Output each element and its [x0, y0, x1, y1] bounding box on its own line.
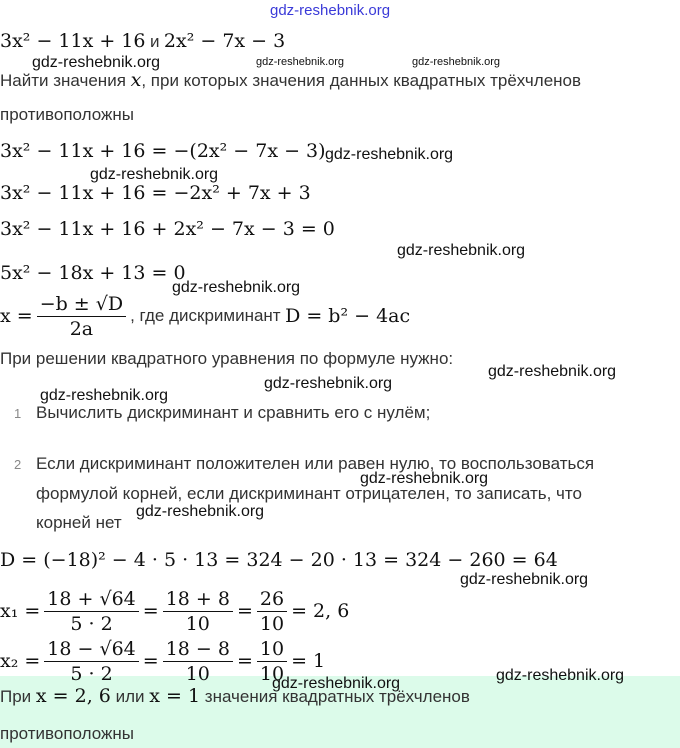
method-intro: При решении квадратного уравнения по формуле нужно: [0, 349, 454, 368]
equation-1: 3x² − 11x + 16 = −(2x² − 7x − 3) [0, 140, 326, 162]
task-text: , при которых значения данных квадратных трёхчленов [141, 71, 582, 90]
task-text: Найти значения [0, 71, 131, 90]
watermark: gdz-reshebnik.org [460, 571, 589, 588]
quadratic-formula [0, 292, 410, 340]
fraction [257, 588, 287, 635]
watermark: gdz-reshebnik.org [264, 375, 393, 392]
watermark: gdz-reshebnik.org [325, 146, 454, 163]
list-number: 2 [14, 457, 22, 472]
fraction [163, 588, 233, 635]
numerator: 18 − √64 [44, 638, 138, 662]
watermark: gdz-reshebnik.org [32, 54, 161, 71]
denominator: 10 [259, 662, 285, 685]
root-x1: x₁ = $\frac{18 + √64}{5 \cdot 2}$ = $\frac{18 + 8}{10}$ = $\frac{26}{10}$ = 2, 6 [0, 587, 350, 635]
watermark: gdz-reshebnik.org [256, 56, 345, 68]
watermark: gdz-reshebnik.org [172, 279, 301, 296]
formula-lhs: x = [0, 305, 33, 327]
numerator: −b ± √D [37, 293, 126, 317]
discriminant-calc: D = (−18)² − 4 · 5 · 13 = 324 − 20 · 13 = 324 − 260 = 64 [0, 549, 558, 571]
list-number: 1 [14, 406, 22, 421]
denominator: 10 [259, 612, 285, 635]
numerator: 10 [257, 638, 287, 662]
fraction [44, 588, 138, 635]
watermark: gdz-reshebnik.org [90, 166, 219, 183]
discriminant-formula: D = b² − 4ac [285, 305, 411, 327]
formula-text: , где дискриминант [130, 306, 281, 325]
fraction [163, 638, 233, 685]
equation-2: 3x² − 11x + 16 = −2x² + 7x + 3 [0, 182, 311, 204]
equation-3: 3x² − 11x + 16 + 2x² − 7x − 3 = 0 [0, 218, 335, 240]
task-line-1 [0, 69, 581, 91]
denominator: 10 [185, 612, 210, 635]
answer-math: x = 2, 6 [35, 685, 111, 707]
list-text: Если дискриминант положителен или равен нулю, то воспользоваться [36, 454, 595, 473]
watermark: gdz-reshebnik.org [136, 503, 265, 520]
expr1: 3x² − 11x + 16 [0, 30, 146, 52]
list-item [14, 449, 594, 537]
numerator: 18 + √64 [44, 588, 138, 612]
watermark: gdz-reshebnik.org [360, 470, 489, 487]
expr2: 2x² − 7x − 3 [163, 30, 286, 52]
watermark: gdz-reshebnik.org [397, 242, 526, 259]
equation-4: 5x² − 18x + 13 = 0 [0, 262, 186, 284]
numerator: 18 + 8 [163, 588, 233, 612]
list-item [14, 403, 430, 423]
formula-fraction [37, 293, 126, 340]
task-line-2: противоположны [0, 105, 134, 124]
x2-result: = 1 [291, 650, 326, 672]
fraction [44, 638, 138, 685]
root-x2: x₂ = $\frac{18 - √64}{5 \cdot 2}$ = $\frac{18 - 8}{10}$ = $\frac{10}{10}$ = 1 [0, 637, 326, 685]
numerator: 26 [257, 588, 287, 612]
list-text: формулой корней, если дискриминант отрицателен, то записать, что [36, 484, 582, 503]
watermark: gdz-reshebnik.org [270, 2, 391, 19]
watermark: gdz-reshebnik.org [272, 675, 401, 692]
problem-expression [0, 30, 285, 52]
answer-math: x = 1 [149, 685, 201, 707]
denominator: 5 · 2 [70, 612, 113, 635]
denominator: 10 [185, 662, 210, 685]
list-text: Вычислить дискриминант и сравнить его с нулём; [36, 403, 431, 422]
denominator: 2a [69, 317, 94, 340]
answer-text: или [110, 687, 150, 706]
denominator: 5 · 2 [70, 662, 113, 685]
watermark: gdz-reshebnik.org [40, 387, 169, 404]
list-text: корней нет [36, 513, 122, 532]
answer-text: значения квадратных трёхчленов [200, 687, 470, 706]
task-var: x [130, 69, 142, 91]
watermark: gdz-reshebnik.org [412, 56, 501, 68]
numerator: 18 − 8 [163, 638, 233, 662]
answer-line-2: противоположны [0, 724, 134, 743]
x2-lhs: x₂ = [0, 650, 41, 672]
x1-result: = 2, 6 [291, 600, 350, 622]
x1-lhs: x₁ = [0, 600, 41, 622]
watermark: gdz-reshebnik.org [496, 667, 625, 684]
answer-text: При [0, 687, 36, 706]
conjunction: и [149, 32, 160, 51]
watermark: gdz-reshebnik.org [488, 363, 617, 380]
